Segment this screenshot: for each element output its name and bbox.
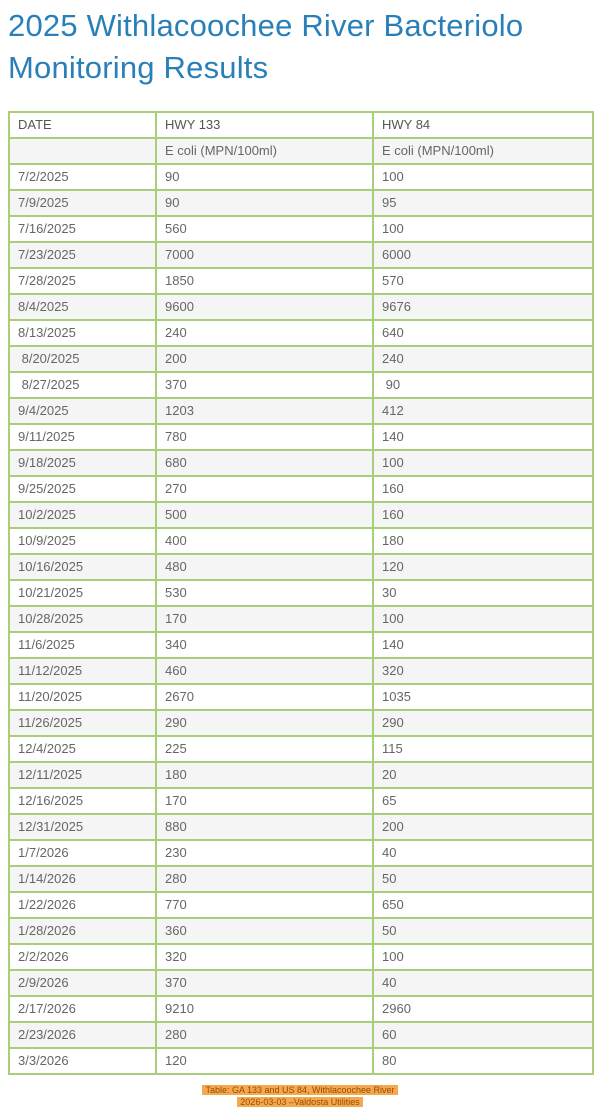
date-cell: 1/14/2026 (9, 866, 156, 892)
date-cell: 12/16/2025 (9, 788, 156, 814)
table-row (9, 970, 593, 996)
ecoli-hwy84-cell: 6000 (373, 242, 593, 268)
header-row (9, 112, 593, 138)
date-cell: 7/9/2025 (9, 190, 156, 216)
table-row (9, 632, 593, 658)
table-header (9, 112, 593, 164)
ecoli-hwy84-cell: 115 (373, 736, 593, 762)
ecoli-hwy84-cell: 40 (373, 840, 593, 866)
ecoli-hwy133-cell: 530 (156, 580, 373, 606)
ecoli-hwy133-cell: 360 (156, 918, 373, 944)
ecoli-hwy133-cell: 2670 (156, 684, 373, 710)
date-cell: 12/11/2025 (9, 762, 156, 788)
table-row (9, 814, 593, 840)
ecoli-hwy84-cell: 50 (373, 866, 593, 892)
ecoli-hwy133-cell: 7000 (156, 242, 373, 268)
ecoli-hwy84-cell: 100 (373, 164, 593, 190)
page-title-line2: Monitoring Results (8, 50, 269, 85)
ecoli-hwy133-cell: 280 (156, 1022, 373, 1048)
date-cell: 7/23/2025 (9, 242, 156, 268)
date-cell: 8/13/2025 (9, 320, 156, 346)
date-cell: 3/3/2026 (9, 1048, 156, 1074)
subheader-empty (9, 138, 156, 164)
date-cell: 7/2/2025 (9, 164, 156, 190)
date-cell: 7/16/2025 (9, 216, 156, 242)
date-cell: 11/12/2025 (9, 658, 156, 684)
date-cell: 10/16/2025 (9, 554, 156, 580)
ecoli-hwy133-cell: 1203 (156, 398, 373, 424)
ecoli-hwy133-cell: 170 (156, 788, 373, 814)
ecoli-hwy133-cell: 500 (156, 502, 373, 528)
table-body (9, 164, 593, 1074)
column-header-date: DATE (9, 112, 156, 138)
date-cell: 8/4/2025 (9, 294, 156, 320)
table-row (9, 580, 593, 606)
ecoli-hwy133-cell: 9210 (156, 996, 373, 1022)
ecoli-hwy133-cell: 560 (156, 216, 373, 242)
ecoli-hwy84-cell: 90 (373, 372, 593, 398)
date-cell: 11/26/2025 (9, 710, 156, 736)
ecoli-hwy84-cell: 2960 (373, 996, 593, 1022)
table-caption (0, 1084, 600, 1108)
column-header-hwy84: HWY 84 (373, 112, 593, 138)
table-row (9, 554, 593, 580)
table-row (9, 996, 593, 1022)
ecoli-hwy84-cell: 290 (373, 710, 593, 736)
table-row (9, 1022, 593, 1048)
date-cell: 10/21/2025 (9, 580, 156, 606)
ecoli-hwy133-cell: 170 (156, 606, 373, 632)
ecoli-hwy133-cell: 270 (156, 476, 373, 502)
ecoli-hwy133-cell: 280 (156, 866, 373, 892)
ecoli-hwy133-cell: 340 (156, 632, 373, 658)
date-cell: 1/7/2026 (9, 840, 156, 866)
ecoli-hwy133-cell: 680 (156, 450, 373, 476)
date-cell: 1/22/2026 (9, 892, 156, 918)
ecoli-hwy133-cell: 290 (156, 710, 373, 736)
ecoli-hwy133-cell: 180 (156, 762, 373, 788)
ecoli-hwy133-cell: 880 (156, 814, 373, 840)
table-row (9, 190, 593, 216)
date-cell: 10/28/2025 (9, 606, 156, 632)
ecoli-hwy84-cell: 80 (373, 1048, 593, 1074)
table-row (9, 762, 593, 788)
ecoli-hwy133-cell: 120 (156, 1048, 373, 1074)
table-row (9, 502, 593, 528)
ecoli-hwy84-cell: 240 (373, 346, 593, 372)
date-cell: 12/31/2025 (9, 814, 156, 840)
date-cell: 11/6/2025 (9, 632, 156, 658)
ecoli-hwy133-cell: 460 (156, 658, 373, 684)
monitoring-table (8, 111, 594, 1075)
ecoli-hwy84-cell: 100 (373, 216, 593, 242)
ecoli-hwy84-cell: 9676 (373, 294, 593, 320)
ecoli-hwy84-cell: 40 (373, 970, 593, 996)
ecoli-hwy84-cell: 650 (373, 892, 593, 918)
date-cell: 9/18/2025 (9, 450, 156, 476)
ecoli-hwy133-cell: 200 (156, 346, 373, 372)
table-row (9, 684, 593, 710)
table-row (9, 606, 593, 632)
table-row (9, 866, 593, 892)
table-row (9, 788, 593, 814)
date-cell: 11/20/2025 (9, 684, 156, 710)
subheader-row (9, 138, 593, 164)
ecoli-hwy84-cell: 412 (373, 398, 593, 424)
table-caption-line2: 2026-03-03 –Valdosta Utilities (237, 1097, 362, 1107)
ecoli-hwy133-cell: 770 (156, 892, 373, 918)
table-row (9, 268, 593, 294)
ecoli-hwy84-cell: 60 (373, 1022, 593, 1048)
table-row (9, 424, 593, 450)
ecoli-hwy84-cell: 120 (373, 554, 593, 580)
ecoli-hwy84-cell: 320 (373, 658, 593, 684)
date-cell: 10/9/2025 (9, 528, 156, 554)
subheader-ecoli-hwy133: E coli (MPN/100ml) (156, 138, 373, 164)
date-cell: 9/11/2025 (9, 424, 156, 450)
ecoli-hwy133-cell: 225 (156, 736, 373, 762)
page-title (8, 5, 592, 89)
ecoli-hwy133-cell: 480 (156, 554, 373, 580)
date-cell: 8/27/2025 (9, 372, 156, 398)
table-row (9, 216, 593, 242)
table-row (9, 1048, 593, 1074)
table-row (9, 736, 593, 762)
ecoli-hwy84-cell: 100 (373, 606, 593, 632)
ecoli-hwy133-cell: 9600 (156, 294, 373, 320)
ecoli-hwy133-cell: 240 (156, 320, 373, 346)
ecoli-hwy133-cell: 90 (156, 190, 373, 216)
table-row (9, 528, 593, 554)
ecoli-hwy84-cell: 30 (373, 580, 593, 606)
page-title-line1: 2025 Withlacoochee River Bacteriolo (8, 8, 524, 43)
ecoli-hwy84-cell: 50 (373, 918, 593, 944)
ecoli-hwy84-cell: 1035 (373, 684, 593, 710)
ecoli-hwy84-cell: 20 (373, 762, 593, 788)
ecoli-hwy84-cell: 200 (373, 814, 593, 840)
table-caption-line1: Table: GA 133 and US 84, Withlacoochee River (202, 1085, 397, 1095)
table-row (9, 892, 593, 918)
ecoli-hwy84-cell: 640 (373, 320, 593, 346)
date-cell: 9/4/2025 (9, 398, 156, 424)
table-row (9, 476, 593, 502)
ecoli-hwy133-cell: 370 (156, 970, 373, 996)
ecoli-hwy84-cell: 160 (373, 476, 593, 502)
table-row (9, 840, 593, 866)
date-cell: 2/9/2026 (9, 970, 156, 996)
date-cell: 10/2/2025 (9, 502, 156, 528)
ecoli-hwy84-cell: 570 (373, 268, 593, 294)
date-cell: 2/2/2026 (9, 944, 156, 970)
ecoli-hwy133-cell: 1850 (156, 268, 373, 294)
ecoli-hwy84-cell: 180 (373, 528, 593, 554)
ecoli-hwy84-cell: 140 (373, 424, 593, 450)
date-cell: 12/4/2025 (9, 736, 156, 762)
ecoli-hwy133-cell: 780 (156, 424, 373, 450)
table-row (9, 710, 593, 736)
ecoli-hwy133-cell: 230 (156, 840, 373, 866)
table-row (9, 944, 593, 970)
ecoli-hwy84-cell: 95 (373, 190, 593, 216)
table-row (9, 918, 593, 944)
ecoli-hwy84-cell: 160 (373, 502, 593, 528)
subheader-ecoli-hwy84: E coli (MPN/100ml) (373, 138, 593, 164)
table-row (9, 372, 593, 398)
table-row (9, 450, 593, 476)
ecoli-hwy133-cell: 400 (156, 528, 373, 554)
date-cell: 2/23/2026 (9, 1022, 156, 1048)
table-row (9, 346, 593, 372)
table-row (9, 398, 593, 424)
table-row (9, 164, 593, 190)
date-cell: 8/20/2025 (9, 346, 156, 372)
ecoli-hwy133-cell: 320 (156, 944, 373, 970)
ecoli-hwy84-cell: 100 (373, 944, 593, 970)
ecoli-hwy133-cell: 90 (156, 164, 373, 190)
date-cell: 2/17/2026 (9, 996, 156, 1022)
table-row (9, 658, 593, 684)
table-row (9, 242, 593, 268)
ecoli-hwy84-cell: 140 (373, 632, 593, 658)
table-row (9, 320, 593, 346)
column-header-hwy133: HWY 133 (156, 112, 373, 138)
ecoli-hwy84-cell: 65 (373, 788, 593, 814)
table-row (9, 294, 593, 320)
date-cell: 9/25/2025 (9, 476, 156, 502)
ecoli-hwy84-cell: 100 (373, 450, 593, 476)
date-cell: 7/28/2025 (9, 268, 156, 294)
date-cell: 1/28/2026 (9, 918, 156, 944)
ecoli-hwy133-cell: 370 (156, 372, 373, 398)
